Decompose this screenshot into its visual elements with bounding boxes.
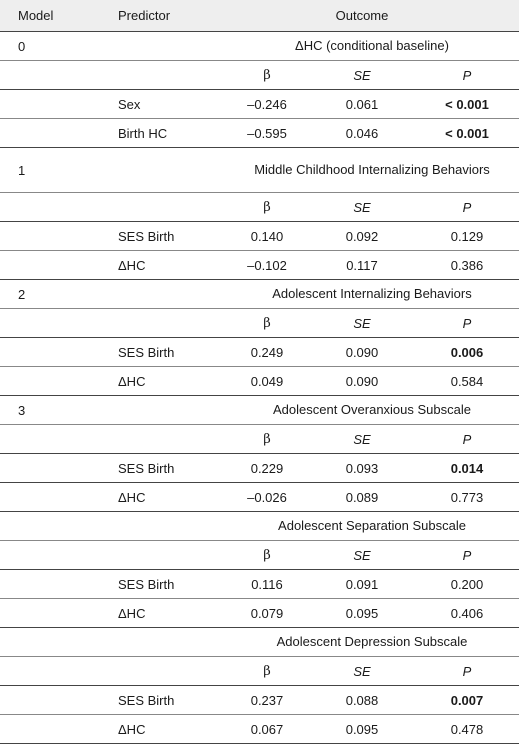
- se-cell: 0.090: [309, 338, 415, 367]
- p-cell: 0.007: [415, 686, 519, 715]
- p-header: P: [415, 309, 519, 338]
- stat-header-empty: [0, 657, 110, 686]
- row-model-empty: [0, 599, 110, 628]
- table-row: [0, 454, 519, 483]
- model-predictor-empty: [110, 280, 225, 309]
- p-cell: 0.478: [415, 715, 519, 744]
- predictor-cell: Sex: [110, 90, 225, 119]
- stat-header-row: [0, 193, 519, 222]
- beta-cell: 0.229: [225, 454, 309, 483]
- p-cell: 0.406: [415, 599, 519, 628]
- beta-cell: –0.102: [225, 251, 309, 280]
- stat-header-row: [0, 541, 519, 570]
- se-cell: 0.092: [309, 222, 415, 251]
- outcome-title: Adolescent Internalizing Behaviors: [225, 280, 519, 309]
- beta-header: β: [225, 309, 309, 338]
- predictor-cell: SES Birth: [110, 686, 225, 715]
- outcome-title: Adolescent Depression Subscale: [225, 628, 519, 657]
- table-row: [0, 251, 519, 280]
- se-cell: 0.091: [309, 570, 415, 599]
- table-row: [0, 570, 519, 599]
- p-cell: 0.014: [415, 454, 519, 483]
- se-cell: 0.095: [309, 599, 415, 628]
- p-header: P: [415, 657, 519, 686]
- beta-cell: 0.237: [225, 686, 309, 715]
- stat-header-empty: [110, 61, 225, 90]
- stat-header-empty: [0, 309, 110, 338]
- p-header: P: [415, 541, 519, 570]
- predictor-cell: SES Birth: [110, 454, 225, 483]
- model-predictor-empty: [110, 628, 225, 657]
- beta-header: β: [225, 657, 309, 686]
- se-cell: 0.093: [309, 454, 415, 483]
- table-row: [0, 599, 519, 628]
- p-cell: < 0.001: [415, 90, 519, 119]
- beta-header: β: [225, 193, 309, 222]
- model-number: 1: [0, 148, 110, 193]
- stat-header-empty: [110, 425, 225, 454]
- stat-header-row: [0, 309, 519, 338]
- beta-cell: –0.595: [225, 119, 309, 148]
- row-model-empty: [0, 222, 110, 251]
- table-row: [0, 367, 519, 396]
- table-row: [0, 119, 519, 148]
- p-cell: 0.584: [415, 367, 519, 396]
- beta-cell: 0.049: [225, 367, 309, 396]
- model-row: [0, 628, 519, 657]
- se-cell: 0.117: [309, 251, 415, 280]
- row-model-empty: [0, 715, 110, 744]
- stat-header-row: [0, 61, 519, 90]
- outcome-title: Adolescent Separation Subscale: [225, 512, 519, 541]
- row-model-empty: [0, 367, 110, 396]
- predictor-cell: SES Birth: [110, 222, 225, 251]
- model-row: [0, 32, 519, 61]
- header-outcome: Outcome: [225, 0, 519, 32]
- row-model-empty: [0, 251, 110, 280]
- model-row: [0, 280, 519, 309]
- se-header: SE: [309, 61, 415, 90]
- model-number: 3: [0, 396, 110, 425]
- stat-header-empty: [0, 541, 110, 570]
- stat-header-row: [0, 657, 519, 686]
- p-header: P: [415, 193, 519, 222]
- stat-header-empty: [110, 657, 225, 686]
- p-cell: 0.200: [415, 570, 519, 599]
- predictor-cell: ΔHC: [110, 599, 225, 628]
- beta-header: β: [225, 61, 309, 90]
- se-header: SE: [309, 541, 415, 570]
- model-row: [0, 512, 519, 541]
- predictor-cell: SES Birth: [110, 338, 225, 367]
- p-header: P: [415, 61, 519, 90]
- row-model-empty: [0, 90, 110, 119]
- se-header: SE: [309, 309, 415, 338]
- p-cell: 0.006: [415, 338, 519, 367]
- model-predictor-empty: [110, 148, 225, 193]
- stat-header-empty: [110, 541, 225, 570]
- model-row: [0, 148, 519, 193]
- row-model-empty: [0, 454, 110, 483]
- row-model-empty: [0, 338, 110, 367]
- se-cell: 0.088: [309, 686, 415, 715]
- table-row: [0, 338, 519, 367]
- se-cell: 0.095: [309, 715, 415, 744]
- beta-header: β: [225, 541, 309, 570]
- beta-cell: –0.026: [225, 483, 309, 512]
- beta-cell: 0.249: [225, 338, 309, 367]
- model-predictor-empty: [110, 32, 225, 61]
- se-header: SE: [309, 193, 415, 222]
- se-cell: 0.061: [309, 90, 415, 119]
- p-cell: < 0.001: [415, 119, 519, 148]
- model-number: [0, 628, 110, 657]
- stat-header-row: [0, 425, 519, 454]
- beta-cell: –0.246: [225, 90, 309, 119]
- beta-cell: 0.079: [225, 599, 309, 628]
- model-number: [0, 512, 110, 541]
- row-model-empty: [0, 570, 110, 599]
- model-predictor-empty: [110, 396, 225, 425]
- row-model-empty: [0, 119, 110, 148]
- table-row: [0, 222, 519, 251]
- se-header: SE: [309, 425, 415, 454]
- beta-cell: 0.140: [225, 222, 309, 251]
- predictor-cell: ΔHC: [110, 715, 225, 744]
- stat-header-empty: [0, 193, 110, 222]
- row-model-empty: [0, 686, 110, 715]
- header-model: Model: [0, 0, 110, 32]
- table-row: [0, 90, 519, 119]
- stat-header-empty: [110, 309, 225, 338]
- model-number: 0: [0, 32, 110, 61]
- model-number: 2: [0, 280, 110, 309]
- table-row: [0, 715, 519, 744]
- outcome-title: ΔHC (conditional baseline): [225, 32, 519, 61]
- table-row: [0, 483, 519, 512]
- se-cell: 0.090: [309, 367, 415, 396]
- predictor-cell: Birth HC: [110, 119, 225, 148]
- p-cell: 0.386: [415, 251, 519, 280]
- stat-header-empty: [110, 193, 225, 222]
- p-cell: 0.773: [415, 483, 519, 512]
- se-header: SE: [309, 657, 415, 686]
- predictor-cell: ΔHC: [110, 483, 225, 512]
- beta-header: β: [225, 425, 309, 454]
- outcome-title: Adolescent Overanxious Subscale: [225, 396, 519, 425]
- header-row: [0, 0, 519, 32]
- p-cell: 0.129: [415, 222, 519, 251]
- outcome-title: Middle Childhood Internalizing Behaviors: [225, 148, 519, 193]
- se-cell: 0.089: [309, 483, 415, 512]
- row-model-empty: [0, 483, 110, 512]
- predictor-cell: ΔHC: [110, 367, 225, 396]
- predictor-cell: SES Birth: [110, 570, 225, 599]
- beta-cell: 0.067: [225, 715, 309, 744]
- stat-header-empty: [0, 425, 110, 454]
- model-predictor-empty: [110, 512, 225, 541]
- model-row: [0, 396, 519, 425]
- predictor-cell: ΔHC: [110, 251, 225, 280]
- p-header: P: [415, 425, 519, 454]
- table-row: [0, 686, 519, 715]
- stat-header-empty: [0, 61, 110, 90]
- se-cell: 0.046: [309, 119, 415, 148]
- beta-cell: 0.116: [225, 570, 309, 599]
- header-predictor: Predictor: [110, 0, 225, 32]
